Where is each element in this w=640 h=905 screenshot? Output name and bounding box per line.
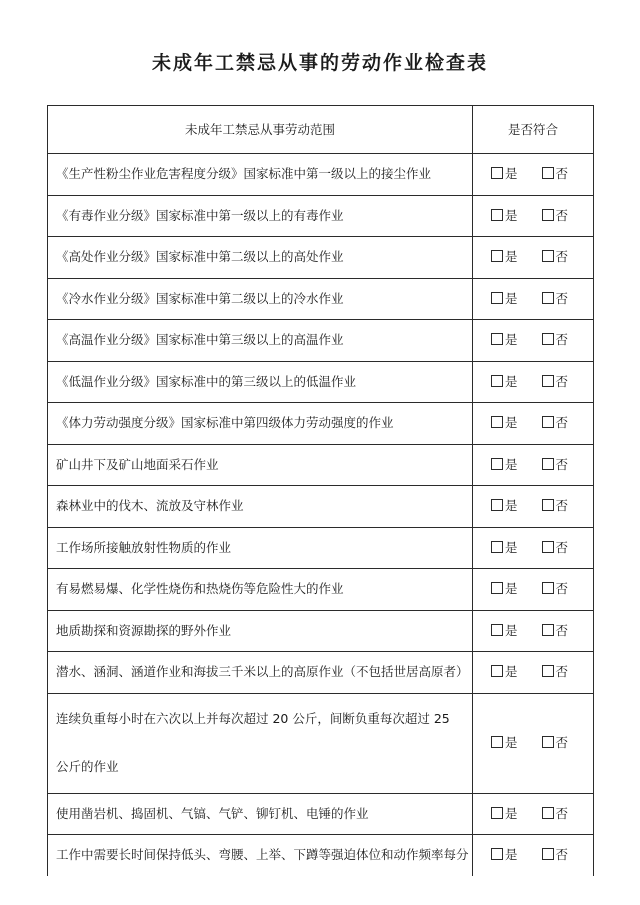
row-description: 地质勘探和资源勘探的野外作业 bbox=[48, 610, 473, 652]
table-row bbox=[48, 237, 594, 279]
checkbox-square-icon[interactable] bbox=[491, 665, 503, 677]
no-checkbox-label: 否 bbox=[555, 373, 569, 389]
table-row bbox=[48, 195, 594, 237]
checkbox-square-icon[interactable] bbox=[542, 167, 554, 179]
yes-checkbox-label: 是 bbox=[505, 539, 518, 555]
row-description: 有易燃易爆、化学性烧伤和热烧伤等危险性大的作业 bbox=[48, 569, 473, 611]
yes-checkbox-label: 是 bbox=[505, 166, 518, 182]
checkbox-square-icon[interactable] bbox=[542, 333, 554, 345]
checkbox-square-icon[interactable] bbox=[491, 167, 503, 179]
compliance-cell bbox=[473, 403, 594, 445]
compliance-cell bbox=[473, 195, 594, 237]
yes-checkbox[interactable] bbox=[491, 457, 518, 473]
no-checkbox[interactable] bbox=[542, 735, 569, 751]
yes-checkbox-label: 是 bbox=[505, 498, 518, 514]
no-checkbox[interactable] bbox=[542, 291, 569, 307]
no-checkbox[interactable] bbox=[542, 623, 569, 639]
no-checkbox[interactable] bbox=[542, 806, 569, 822]
checkbox-square-icon[interactable] bbox=[491, 736, 503, 748]
yes-checkbox[interactable] bbox=[491, 332, 518, 348]
compliance-cell bbox=[473, 527, 594, 569]
no-checkbox[interactable] bbox=[542, 374, 569, 390]
checkbox-square-icon[interactable] bbox=[491, 458, 503, 470]
compliance-cell bbox=[473, 486, 594, 528]
checkbox-square-icon[interactable] bbox=[542, 848, 554, 860]
no-checkbox[interactable] bbox=[542, 415, 569, 431]
no-checkbox[interactable] bbox=[542, 457, 569, 473]
row-description: 《体力劳动强度分级》国家标准中第四级体力劳动强度的作业 bbox=[48, 403, 473, 445]
compliance-cell bbox=[473, 693, 594, 793]
yes-checkbox[interactable] bbox=[491, 623, 518, 639]
row-description: 工作场所接触放射性物质的作业 bbox=[48, 527, 473, 569]
compliance-cell bbox=[473, 652, 594, 694]
no-checkbox[interactable] bbox=[542, 166, 569, 182]
table-row bbox=[48, 320, 594, 362]
no-checkbox[interactable] bbox=[542, 847, 569, 863]
checklist-table bbox=[47, 105, 594, 876]
compliance-cell bbox=[473, 569, 594, 611]
yes-checkbox-label: 是 bbox=[505, 664, 518, 680]
compliance-cell bbox=[473, 278, 594, 320]
no-checkbox-label: 否 bbox=[555, 664, 569, 680]
yes-checkbox[interactable] bbox=[491, 806, 518, 822]
row-description: 《高处作业分级》国家标准中第二级以上的高处作业 bbox=[48, 237, 473, 279]
yes-checkbox-label: 是 bbox=[505, 847, 518, 863]
no-checkbox[interactable] bbox=[542, 208, 569, 224]
compliance-cell bbox=[473, 793, 594, 835]
yes-checkbox[interactable] bbox=[491, 249, 518, 265]
no-checkbox-label: 否 bbox=[555, 290, 569, 306]
table-row bbox=[48, 486, 594, 528]
checkbox-square-icon[interactable] bbox=[491, 250, 503, 262]
compliance-cell bbox=[473, 444, 594, 486]
row-description: 潜水、涵洞、涵道作业和海拔三千米以上的高原作业（不包括世居高原者） bbox=[48, 652, 473, 694]
checkbox-square-icon[interactable] bbox=[542, 499, 554, 511]
no-checkbox[interactable] bbox=[542, 332, 569, 348]
checkbox-square-icon[interactable] bbox=[542, 807, 554, 819]
yes-checkbox-label: 是 bbox=[505, 805, 518, 821]
yes-checkbox-label: 是 bbox=[505, 456, 518, 472]
table-row bbox=[48, 835, 594, 876]
no-checkbox-label: 否 bbox=[555, 498, 569, 514]
yes-checkbox-label: 是 bbox=[505, 581, 518, 597]
yes-checkbox[interactable] bbox=[491, 208, 518, 224]
table-row bbox=[48, 569, 594, 611]
no-checkbox[interactable] bbox=[542, 498, 569, 514]
table-row bbox=[48, 527, 594, 569]
yes-checkbox-label: 是 bbox=[505, 249, 518, 265]
row-description: 《有毒作业分级》国家标准中第一级以上的有毒作业 bbox=[48, 195, 473, 237]
table-row bbox=[48, 693, 594, 793]
checkbox-square-icon[interactable] bbox=[491, 292, 503, 304]
table-row bbox=[48, 154, 594, 196]
checkbox-square-icon[interactable] bbox=[491, 375, 503, 387]
row-description: 《生产性粉尘作业危害程度分级》国家标准中第一级以上的接尘作业 bbox=[48, 154, 473, 196]
table-row bbox=[48, 403, 594, 445]
table-row bbox=[48, 652, 594, 694]
no-checkbox-label: 否 bbox=[555, 332, 569, 348]
table-row bbox=[48, 278, 594, 320]
row-description: 工作中需要长时间保持低头、弯腰、上举、下蹲等强迫体位和动作频率每分 bbox=[48, 835, 473, 876]
checkbox-square-icon[interactable] bbox=[542, 250, 554, 262]
yes-checkbox[interactable] bbox=[491, 166, 518, 182]
no-checkbox-label: 否 bbox=[555, 805, 569, 821]
checkbox-square-icon[interactable] bbox=[491, 582, 503, 594]
checkbox-square-icon[interactable] bbox=[542, 736, 554, 748]
checkbox-square-icon[interactable] bbox=[542, 209, 554, 221]
row-description: 《冷水作业分级》国家标准中第二级以上的冷水作业 bbox=[48, 278, 473, 320]
no-checkbox[interactable] bbox=[542, 249, 569, 265]
row-description: 森林业中的伐木、流放及守林作业 bbox=[48, 486, 473, 528]
no-checkbox-label: 否 bbox=[555, 539, 569, 555]
compliance-cell bbox=[473, 237, 594, 279]
yes-checkbox[interactable] bbox=[491, 664, 518, 680]
checkbox-square-icon[interactable] bbox=[491, 209, 503, 221]
checkbox-square-icon[interactable] bbox=[542, 665, 554, 677]
yes-checkbox[interactable] bbox=[491, 498, 518, 514]
compliance-cell bbox=[473, 320, 594, 362]
compliance-cell bbox=[473, 835, 594, 876]
yes-checkbox-label: 是 bbox=[505, 735, 518, 750]
row-description: 《低温作业分级》国家标准中的第三级以上的低温作业 bbox=[48, 361, 473, 403]
no-checkbox-label: 否 bbox=[555, 166, 569, 182]
yes-checkbox-label: 是 bbox=[505, 415, 518, 431]
yes-checkbox-label: 是 bbox=[505, 332, 518, 348]
yes-checkbox[interactable] bbox=[491, 374, 518, 390]
no-checkbox[interactable] bbox=[542, 540, 569, 556]
yes-checkbox[interactable] bbox=[491, 847, 518, 863]
table-row bbox=[48, 361, 594, 403]
page-title: 未成年工禁忌从事的劳动作业检查表 bbox=[151, 52, 488, 74]
checkbox-square-icon[interactable] bbox=[542, 375, 554, 387]
table-row bbox=[48, 610, 594, 652]
no-checkbox-label: 否 bbox=[555, 735, 569, 750]
no-checkbox-label: 否 bbox=[555, 207, 569, 223]
row-description: 矿山井下及矿山地面采石作业 bbox=[48, 444, 473, 486]
yes-checkbox[interactable] bbox=[491, 581, 518, 597]
row-description: 《高温作业分级》国家标准中第三级以上的高温作业 bbox=[48, 320, 473, 362]
checkbox-square-icon[interactable] bbox=[542, 541, 554, 553]
no-checkbox-label: 否 bbox=[555, 456, 569, 472]
table-header-row bbox=[48, 106, 594, 154]
column-header-compliance: 是否符合 bbox=[473, 106, 594, 154]
yes-checkbox-label: 是 bbox=[505, 290, 518, 306]
no-checkbox-label: 否 bbox=[555, 581, 569, 597]
no-checkbox-label: 否 bbox=[555, 249, 569, 265]
checkbox-square-icon[interactable] bbox=[542, 624, 554, 636]
checkbox-square-icon[interactable] bbox=[491, 333, 503, 345]
yes-checkbox-label: 是 bbox=[505, 622, 518, 638]
no-checkbox[interactable] bbox=[542, 664, 569, 680]
checkbox-square-icon[interactable] bbox=[491, 807, 503, 819]
checkbox-square-icon[interactable] bbox=[491, 541, 503, 553]
yes-checkbox[interactable] bbox=[491, 415, 518, 431]
checkbox-square-icon[interactable] bbox=[491, 499, 503, 511]
yes-checkbox[interactable] bbox=[491, 291, 518, 307]
no-checkbox-label: 否 bbox=[555, 622, 569, 638]
table-row bbox=[48, 793, 594, 835]
table-row bbox=[48, 444, 594, 486]
checkbox-square-icon[interactable] bbox=[542, 582, 554, 594]
compliance-cell bbox=[473, 361, 594, 403]
checkbox-square-icon[interactable] bbox=[542, 416, 554, 428]
compliance-cell bbox=[473, 154, 594, 196]
yes-checkbox-label: 是 bbox=[505, 207, 518, 223]
no-checkbox[interactable] bbox=[542, 581, 569, 597]
checkbox-square-icon[interactable] bbox=[542, 458, 554, 470]
checkbox-square-icon[interactable] bbox=[491, 416, 503, 428]
column-header-scope: 未成年工禁忌从事劳动范围 bbox=[48, 106, 473, 154]
row-description: 连续负重每小时在六次以上并每次超过 20 公斤，间断负重每次超过 25 公斤的作业 bbox=[48, 693, 473, 793]
no-checkbox-label: 否 bbox=[555, 415, 569, 431]
compliance-cell bbox=[473, 610, 594, 652]
yes-checkbox[interactable] bbox=[491, 540, 518, 556]
yes-checkbox[interactable] bbox=[491, 735, 518, 751]
checkbox-square-icon[interactable] bbox=[491, 624, 503, 636]
no-checkbox-label: 否 bbox=[555, 847, 569, 863]
row-description: 使用凿岩机、捣固机、气镐、气铲、铆钉机、电锤的作业 bbox=[48, 793, 473, 835]
yes-checkbox-label: 是 bbox=[505, 373, 518, 389]
checkbox-square-icon[interactable] bbox=[491, 848, 503, 860]
checkbox-square-icon[interactable] bbox=[542, 292, 554, 304]
